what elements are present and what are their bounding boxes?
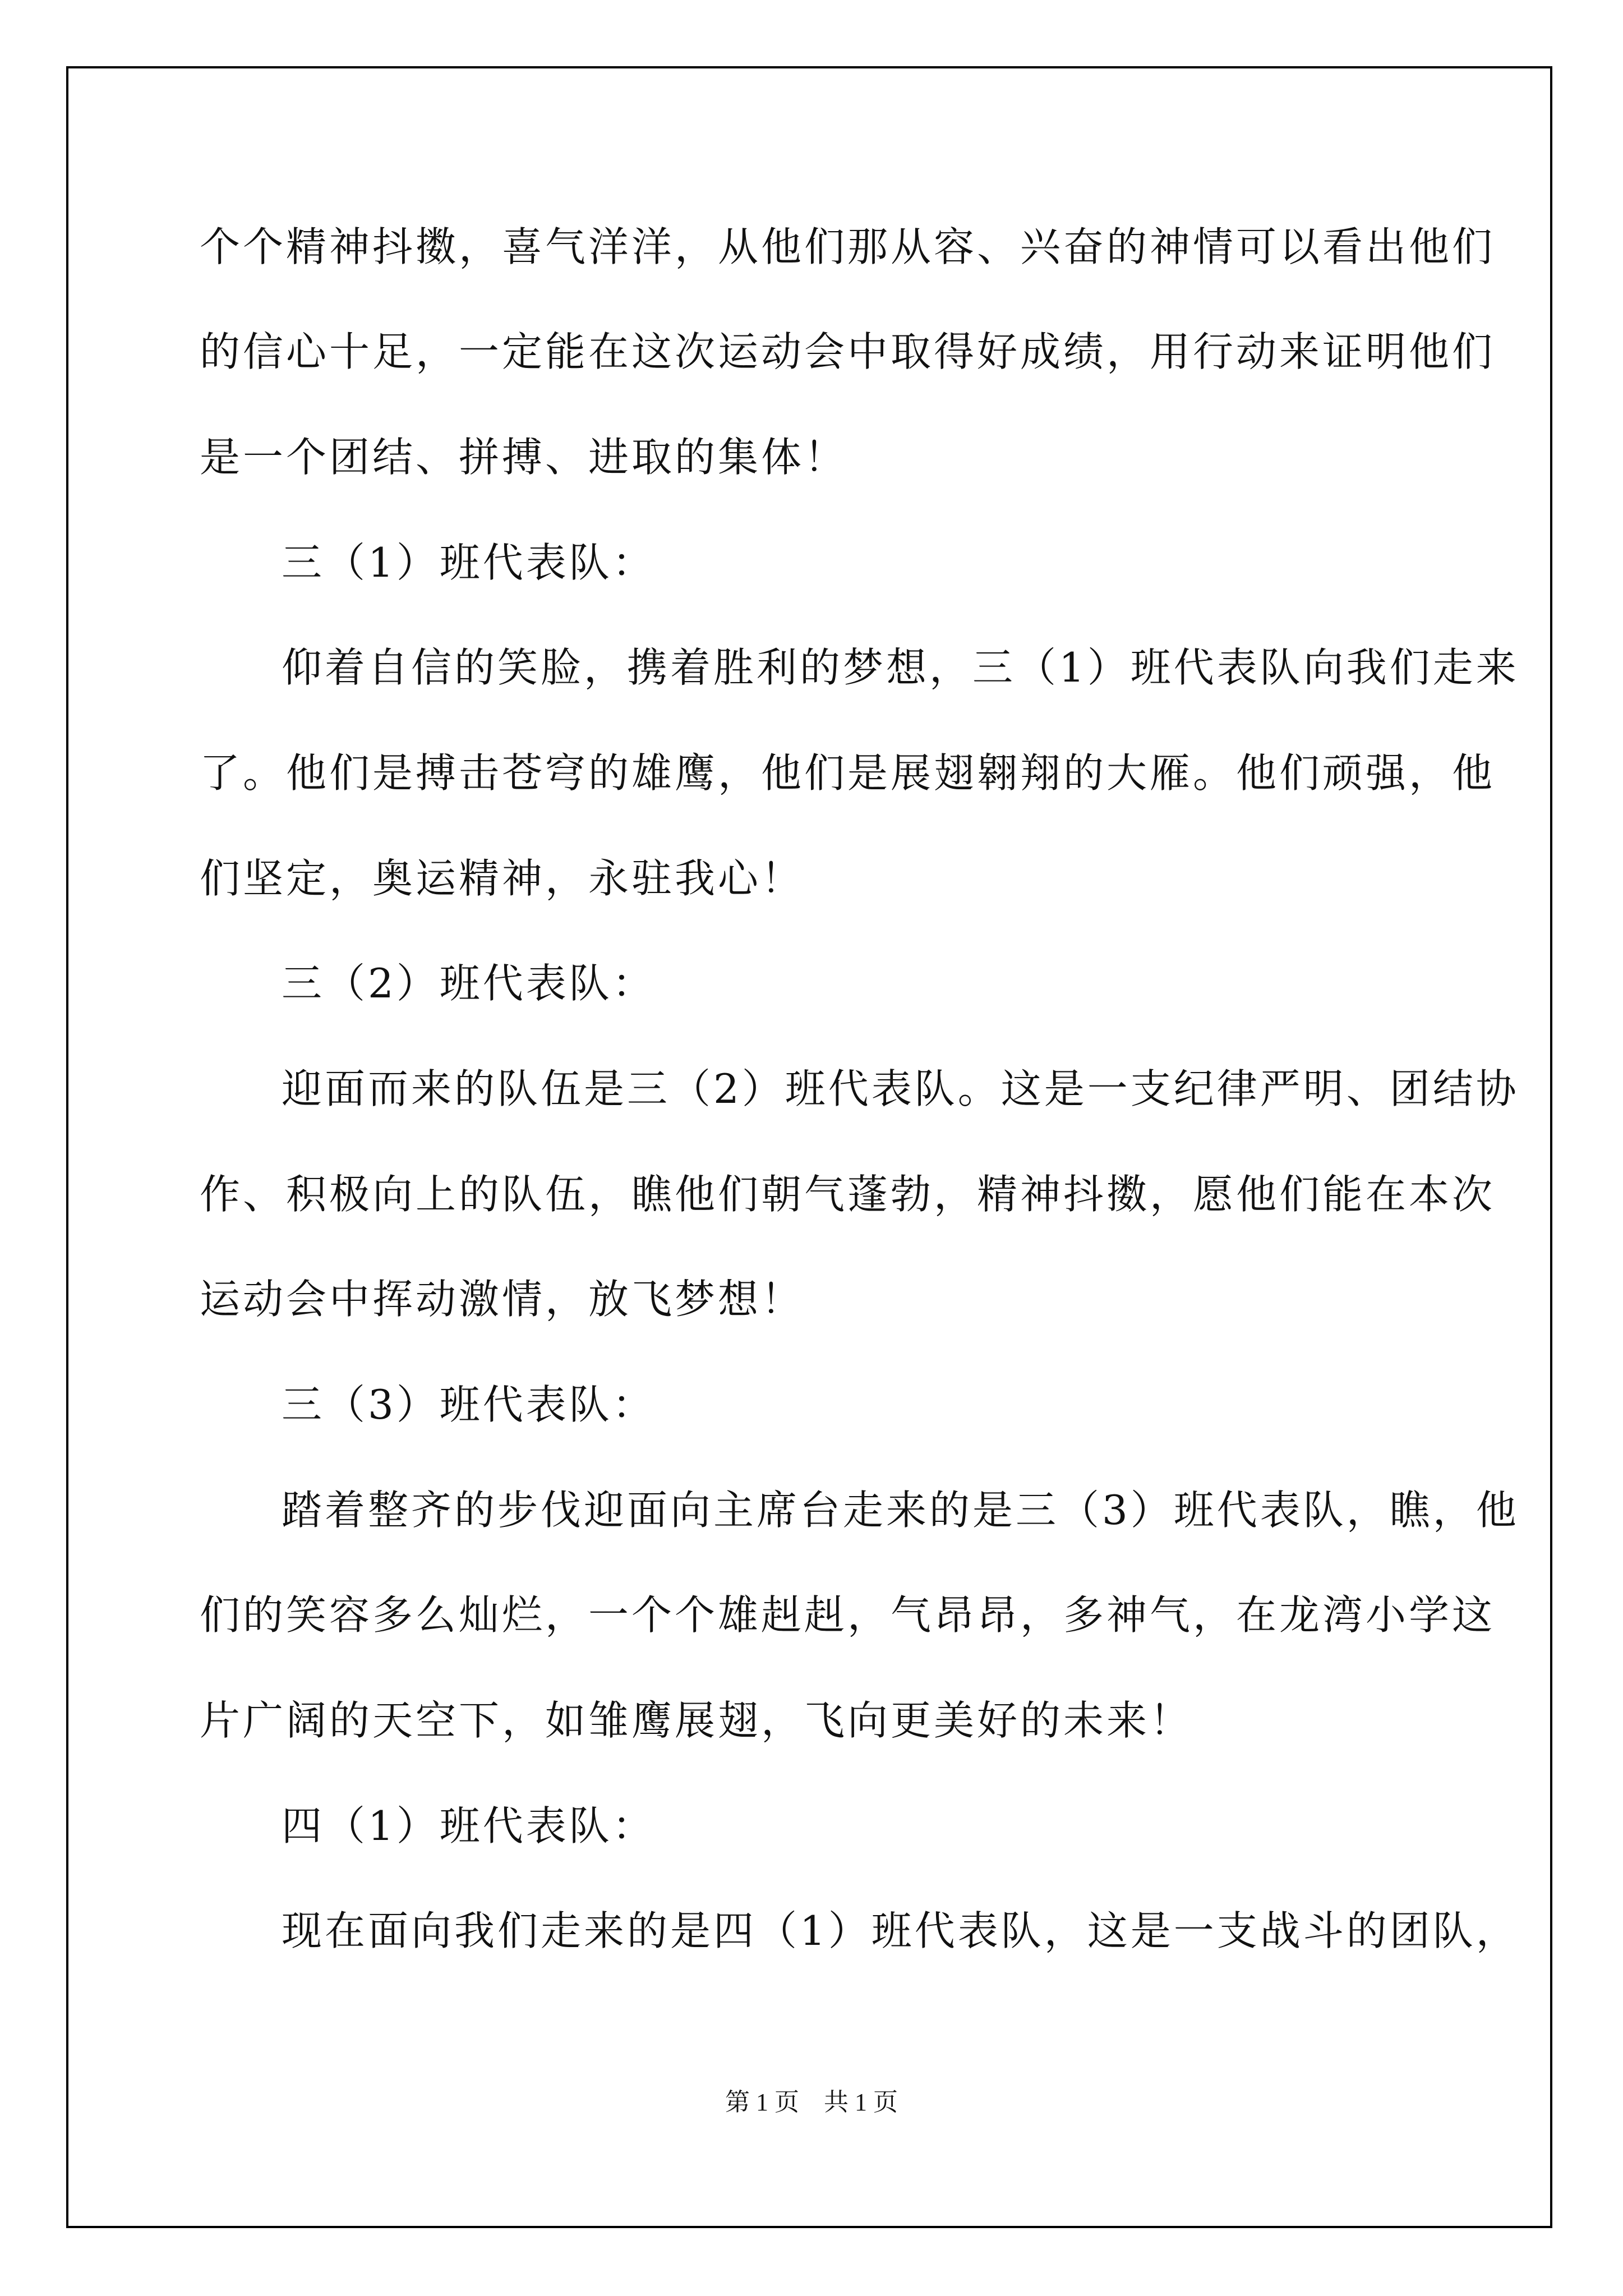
text-line: 迎面而来的队伍是三（2）班代表队。这是一支纪律严明、团结协 bbox=[282, 1065, 1519, 1112]
text-line: 片广阔的天空下，如雏鹰展翅，飞向更美好的未来！ bbox=[200, 1697, 1193, 1744]
text-line: 了。他们是搏击苍穹的雄鹰，他们是展翅翱翔的大雁。他们顽强，他 bbox=[200, 749, 1496, 797]
section-heading: 三（3）班代表队： bbox=[282, 1381, 656, 1428]
page-number: 第 1 页 共 1 页 bbox=[725, 2088, 898, 2116]
text-line: 踏着整齐的步伐迎面向主席台走来的是三（3）班代表队，瞧，他 bbox=[282, 1487, 1519, 1534]
text-line: 们的笑容多么灿烂，一个个雄赳赳，气昂昂，多神气，在龙湾小学这 bbox=[200, 1591, 1496, 1639]
section-heading: 三（2）班代表队： bbox=[282, 960, 656, 1007]
text-line: 仰着自信的笑脸，携着胜利的梦想，三（1）班代表队向我们走来 bbox=[282, 644, 1519, 691]
text-line: 运动会中挥动激情，放飞梦想！ bbox=[200, 1276, 805, 1323]
text-line: 们坚定，奥运精神，永驻我心！ bbox=[200, 855, 805, 902]
text-line: 现在面向我们走来的是四（1）班代表队，这是一支战斗的团队， bbox=[282, 1907, 1519, 1954]
text-line: 是一个团结、拼搏、进取的集体！ bbox=[200, 434, 848, 481]
section-heading: 三（1）班代表队： bbox=[282, 539, 656, 586]
text-line: 个个精神抖擞，喜气洋洋，从他们那从容、兴奋的神情可以看出他们 bbox=[200, 223, 1496, 270]
section-heading: 四（1）班代表队： bbox=[282, 1802, 656, 1849]
text-line: 作、积极向上的队伍，瞧他们朝气蓬勃，精神抖擞，愿他们能在本次 bbox=[200, 1171, 1496, 1218]
text-line: 的信心十足，一定能在这次运动会中取得好成绩，用行动来证明他们 bbox=[200, 328, 1496, 375]
